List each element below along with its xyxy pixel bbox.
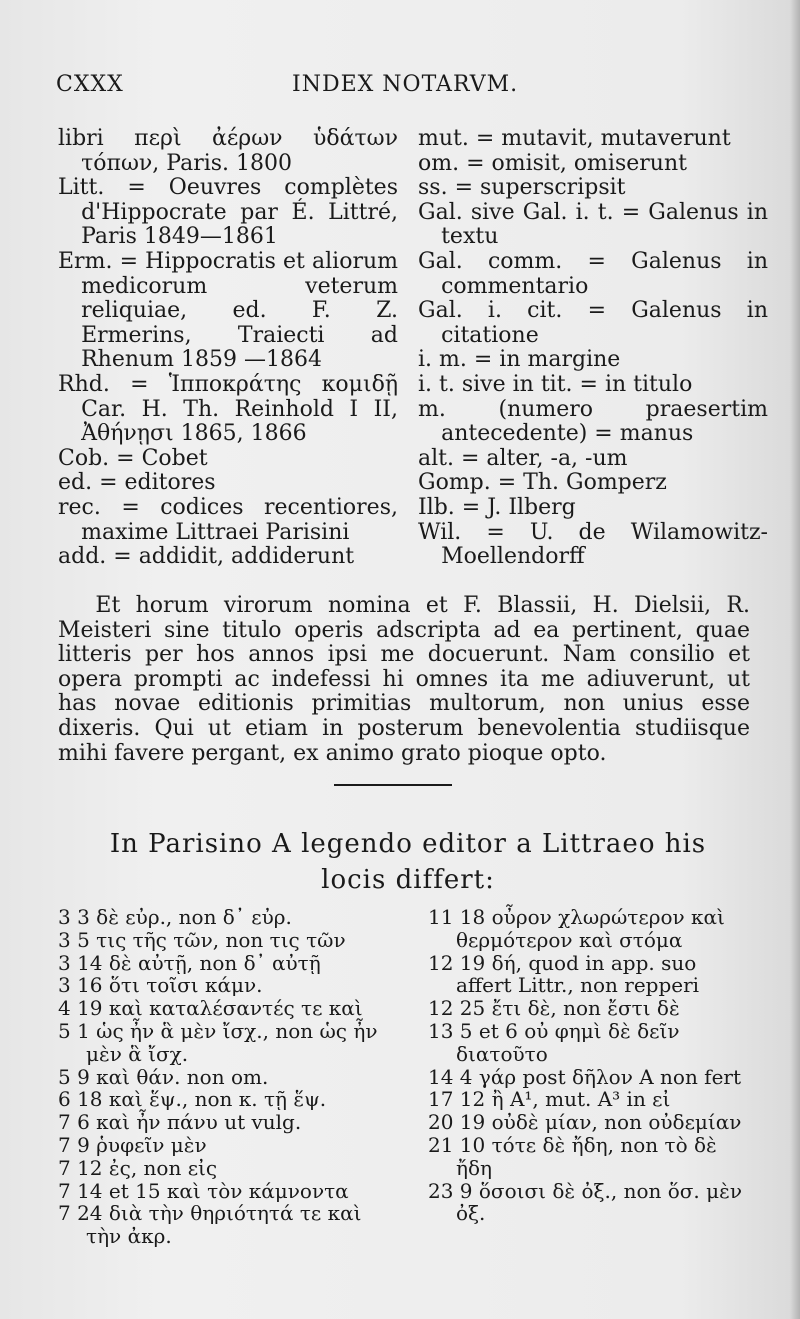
abbrev-entry: i. t. sive in tit. = in titulo [418, 371, 693, 397]
abbreviations-left-column [58, 127, 398, 570]
abbrev-entry: Gal. comm. = Galenus in commentario [418, 248, 768, 299]
variant-entry: 14 4 γάρ post δῆλον A non fert [428, 1064, 742, 1089]
section-title-line: In Parisino A legendo editor a Littraeo his [109, 829, 707, 859]
section-title-line: locis differt: [321, 865, 495, 895]
abbrev-entry: alt. = alter, -a, -um [418, 445, 628, 471]
abbrev-entry: i. m. = in margine [418, 347, 621, 373]
variant-entry: 23 9 ὅσοισι δὲ ὀξ., non ὅσ. μὲν ὀξ. [428, 1178, 743, 1226]
variant-entry: 3 16 ὅτι τοῖσι κάμν. [58, 973, 263, 998]
abbrev-entry: libri περὶ ἀέρων ὑδάτων τόπων, Paris. 1800 [58, 126, 398, 176]
abbrev-entry: Cob. = Cobet [58, 445, 208, 471]
abbrev-entry: Rhd. = Ἱπποκράτης κομιδῇ Car. H. Th. Reinhold I II, Ἀθήνῃσι 1865, 1866 [58, 371, 398, 447]
section-divider [334, 784, 452, 786]
variant-entry: 4 19 καὶ καταλέσαντές τε καὶ [58, 996, 363, 1021]
abbrev-entry: ss. = superscripsit [418, 175, 626, 201]
abbrev-entry: Gomp. = Th. Gomperz [418, 470, 667, 496]
running-header [56, 72, 756, 102]
variant-entry: 5 1 ὡς ἦν ἃ μὲν ἴσχ., non ὡς ἦν μὲν ἃ ἴσχ. [58, 1018, 378, 1066]
variants-right-column [428, 906, 758, 1225]
abbrev-entry: Litt. = Oeuvres complètes d'Hippocrate par É. Littré, Paris 1849—1861 [58, 175, 398, 250]
section-title [58, 826, 758, 898]
variants-left-column [58, 906, 378, 1248]
acknowledgement-paragraph: Et horum virorum nomina et F. Blassii, H. Dielsii, R. Meisteri sine titulo operis adscripta ad ea pertinent, quae litteris per hos annos ipsi me docuerunt. Nam consilio et opera prompti ac indefessi hi omnes ita me adiuverunt, ut has novae editionis primitias multorum, non unius esse dixeris. Qui ut etiam in posterum benevolentia studiisque mihi favere pergant, ex animo grato pioque opto. [58, 593, 750, 766]
variant-entry: 13 5 et 6 οὐ φημὶ δὲ δεῖν διατοῦτο [428, 1018, 680, 1066]
variant-entry: 12 19 δή, quod in app. suo affert Littr., non repperi [428, 950, 700, 998]
variant-entry: 7 14 et 15 καὶ τὸν κάμνοντα [58, 1178, 349, 1203]
variant-entry: 11 18 οὖρον χλωρώτερον καὶ θερμότερον καὶ στόμα [428, 905, 725, 952]
variant-entry: 17 12 ἢ A¹, mut. A³ in εἰ [428, 1087, 671, 1112]
variant-entry: 3 3 δὲ εὐρ., non δ᾽ εὐρ. [58, 905, 292, 929]
abbrev-entry: Ilb. = J. Ilberg [418, 494, 576, 520]
page-number: CXXX [56, 72, 124, 97]
variant-entry: 6 18 καὶ ἕψ., non κ. τῇ ἕψ. [58, 1087, 327, 1112]
abbrev-entry: add. = addidit, addiderunt [58, 544, 355, 570]
variant-entry: 7 24 διὰ τὴν θηριότητά τε καὶ τὴν ἀκρ. [58, 1201, 362, 1249]
page-edge-shadow [790, 0, 800, 1319]
abbrev-entry: Gal. sive Gal. i. t. = Galenus in textu [418, 199, 768, 250]
abbrev-entry: om. = omisit, omiserunt [418, 150, 687, 176]
variant-entry: 7 9 ῥυφεῖν μὲν [58, 1132, 207, 1157]
variant-entry: 3 5 τις τῆς τῶν, non τις τῶν [58, 927, 346, 952]
abbreviations-right-column [418, 127, 768, 570]
variant-entry: 7 6 καὶ ἦν πάνυ ut vulg. [58, 1110, 302, 1135]
abbrev-entry: rec. = codices recentiores, maxime Littraei Parisini [58, 494, 398, 545]
variant-entry: 20 19 οὐδὲ μίαν, non οὐδεμίαν [428, 1110, 742, 1135]
variant-entry: 5 9 καὶ θάν. non om. [58, 1064, 269, 1089]
variant-entry: 12 25 ἔτι δὲ, non ἔστι δὲ [428, 996, 680, 1021]
variant-entry: 7 12 ἐς, non εἰς [58, 1155, 218, 1180]
abbrev-entry: Wil. = U. de Wilamowitz-Moellendorff [418, 519, 768, 570]
variant-entry: 3 14 δὲ αὐτῇ, non δ᾽ αὐτῇ [58, 950, 321, 975]
variant-entry: 21 10 τότε δὲ ἤδη, non τὸ δὲ ἤδη [428, 1132, 717, 1180]
abbrev-entry: ed. = editores [58, 470, 216, 496]
header-title: INDEX NOTARVM. [292, 72, 519, 97]
abbrev-entry: Gal. i. cit. = Galenus in citatione [418, 298, 768, 348]
abbrev-entry: Erm. = Hippocratis et aliorum medicorum veterum reliquiae, ed. F. Z. Ermerins, Traiecti ad Rhenum 1859 —1864 [58, 248, 398, 373]
abbrev-entry: mut. = mutavit, mutaverunt [418, 126, 731, 151]
abbrev-entry: m. (numero praesertim antecedente) = manus [418, 396, 768, 447]
